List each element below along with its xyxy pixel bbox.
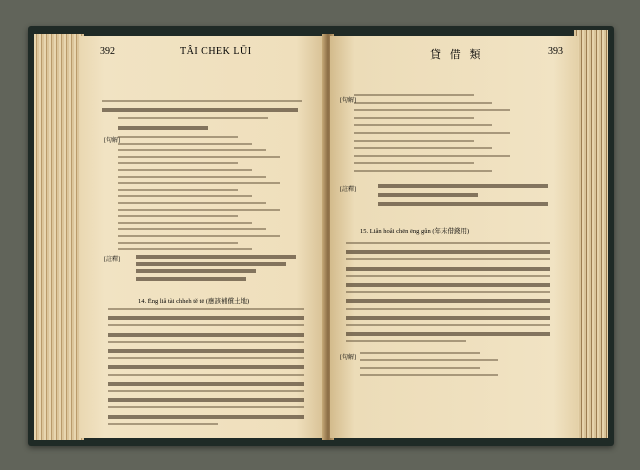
page-edges-right <box>574 30 608 438</box>
left-running-head: TÂI CHEK LŪI <box>180 46 252 57</box>
left-text-line <box>108 324 304 326</box>
right-text-line <box>354 132 510 134</box>
left-text-line <box>118 143 252 145</box>
left-text-line <box>108 349 304 353</box>
right-text-line <box>346 316 550 320</box>
right-text-line <box>354 162 474 164</box>
left-text-line <box>108 365 304 369</box>
right-text-line <box>346 283 550 287</box>
right-text-line <box>354 124 492 126</box>
right-text-line <box>346 242 550 244</box>
right-text-line <box>346 250 550 254</box>
right-text-line <box>346 332 550 336</box>
left-text-line <box>108 406 304 408</box>
right-text-line <box>360 374 498 376</box>
left-text-line <box>118 117 268 119</box>
right-text-line <box>346 267 550 271</box>
right-text-line <box>354 102 492 104</box>
right-page <box>330 36 578 438</box>
left-text-line <box>118 126 208 130</box>
left-text-line <box>118 169 252 171</box>
left-text-line <box>118 189 238 191</box>
left-text-line <box>108 398 304 402</box>
left-text-line <box>118 235 280 237</box>
right-label-c: [句解] <box>340 355 356 361</box>
left-text-line <box>118 136 238 138</box>
left-text-line <box>108 374 304 376</box>
left-text-line <box>136 269 256 273</box>
right-text-line <box>346 258 550 260</box>
right-text-line <box>354 94 474 96</box>
right-text-line <box>346 291 550 293</box>
right-text-line <box>378 202 548 206</box>
right-page-number: 393 <box>548 46 563 57</box>
page-edges-left <box>34 34 84 440</box>
right-text-line <box>354 117 474 119</box>
right-text-line <box>354 140 474 142</box>
right-text-line <box>378 184 548 188</box>
left-section-heading: 14. Ēng liâ tài chheh tĕ tē (應該補償土地) <box>138 298 250 305</box>
left-text-line <box>108 415 304 419</box>
left-text-line <box>118 195 252 197</box>
right-text-line <box>346 275 550 277</box>
right-label-a: [句解] <box>340 98 356 104</box>
right-running-head: 貸 借 類 <box>430 49 484 61</box>
left-text-line <box>108 316 304 320</box>
left-text-line <box>118 182 280 184</box>
left-text-line <box>108 308 304 310</box>
left-text-line <box>136 262 286 266</box>
left-text-line <box>118 149 266 151</box>
left-page <box>80 36 326 438</box>
left-label-a: [句解] <box>104 138 120 144</box>
right-section-heading: 15. Liân hoâi chēn ēng gûn (年末借錢用) <box>360 228 470 235</box>
right-text-line <box>360 352 480 354</box>
left-label-b: [註釋] <box>104 257 120 263</box>
left-text-line <box>118 209 280 211</box>
left-text-line <box>118 202 266 204</box>
left-text-line <box>118 222 252 224</box>
left-text-line <box>118 242 238 244</box>
left-text-line <box>108 341 304 343</box>
left-text-line <box>118 156 280 158</box>
left-text-line <box>118 176 266 178</box>
left-text-line <box>108 382 304 386</box>
left-text-line <box>118 162 238 164</box>
right-text-line <box>354 109 510 111</box>
right-text-line <box>360 367 480 369</box>
right-text-line <box>354 170 492 172</box>
right-text-line <box>346 299 550 303</box>
left-text-line <box>118 215 238 217</box>
left-text-line <box>118 248 252 250</box>
left-text-line <box>108 333 304 337</box>
left-text-line <box>102 108 298 112</box>
left-text-line <box>136 255 296 259</box>
right-text-line <box>346 340 466 342</box>
right-text-line <box>354 155 510 157</box>
left-text-line <box>108 390 304 392</box>
right-text-line <box>378 193 478 197</box>
right-text-line <box>360 359 498 361</box>
left-text-line <box>118 228 266 230</box>
left-text-line <box>102 100 302 102</box>
left-text-line <box>108 423 218 425</box>
left-text-line <box>108 357 304 359</box>
right-label-b: [註釋] <box>340 187 356 193</box>
right-text-line <box>346 308 550 310</box>
left-text-line <box>136 277 246 281</box>
right-text-line <box>354 147 492 149</box>
left-page-number: 392 <box>100 46 115 57</box>
right-text-line <box>346 324 550 326</box>
